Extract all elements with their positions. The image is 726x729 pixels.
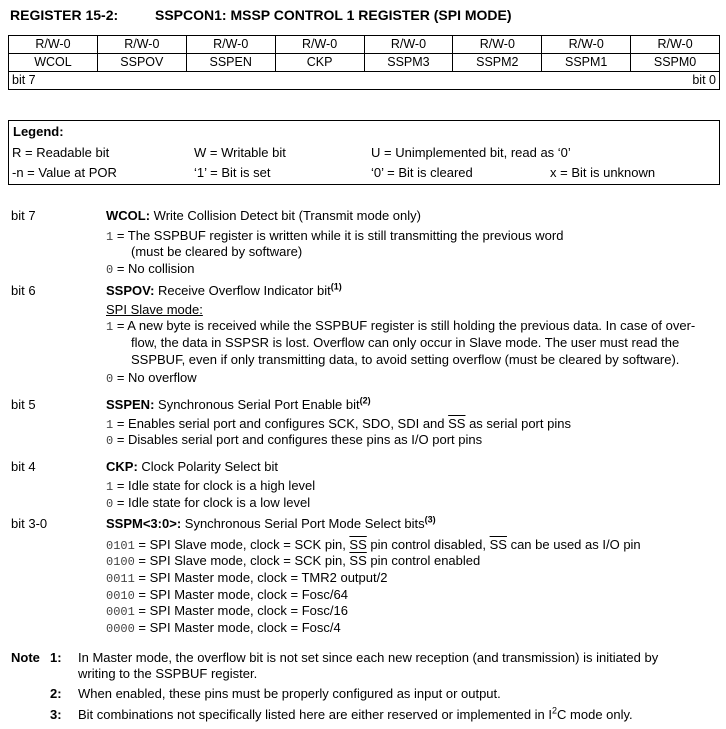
value-code: 1: [106, 480, 114, 494]
access-cell: R/W-0: [542, 36, 631, 54]
legend-set: ‘1’ = Bit is set: [194, 165, 271, 180]
value-text: as serial port pins: [465, 416, 571, 431]
bit7-heading: [106, 208, 421, 224]
bit4-name: CKP:: [106, 459, 138, 474]
bit-name-cell: SSPM2: [453, 54, 542, 72]
access-cell: R/W-0: [97, 36, 186, 54]
value-code: 0000: [106, 622, 135, 636]
value-code: 0: [106, 497, 114, 511]
bit-position-row: [9, 72, 720, 90]
register-name: SSPCON1: MSSP CONTROL 1 REGISTER (SPI MODE): [155, 7, 512, 23]
note-1-number: 1:: [50, 650, 62, 665]
value-text: = SPI Master mode, clock = Fosc/64: [134, 587, 348, 602]
bit6-label: bit 6: [11, 283, 36, 298]
bit-name-cell: SSPOV: [97, 54, 186, 72]
bit7-name: WCOL:: [106, 208, 151, 223]
bit6-description: Receive Overflow Indicator bit: [154, 283, 331, 298]
register-title: [10, 7, 512, 23]
value-text: = Idle state for clock is a low level: [113, 495, 311, 510]
value-text: = No overflow: [113, 370, 197, 385]
bit30-label: bit 3-0: [11, 516, 48, 531]
bit7-description: Write Collision Detect bit (Transmit mode only): [150, 208, 421, 223]
footnote-ref: (3): [424, 514, 436, 525]
legend-por: -n = Value at POR: [12, 165, 117, 180]
bit7-value1-cont: (must be cleared by software): [131, 244, 303, 259]
bit-name-cell: SSPEN: [186, 54, 275, 72]
bit4-value0: [106, 495, 310, 512]
bit4-description: Clock Polarity Select bit: [137, 459, 278, 474]
mode-0101: [106, 537, 641, 554]
bit4-value1: [106, 478, 315, 495]
legend-title: Legend:: [13, 124, 64, 139]
mode-0100: [106, 553, 480, 570]
access-cell: R/W-0: [9, 36, 98, 54]
bit-0-label: bit 0: [692, 73, 716, 87]
value-text: = A new byte is received while the SSPBUF register is still holding the previous data. In case of over-: [113, 318, 696, 333]
access-cell: R/W-0: [275, 36, 364, 54]
value-text: = SPI Slave mode, clock = SCK pin,: [134, 553, 350, 568]
note-1-text-cont: writing to the SSPBUF register.: [78, 666, 258, 681]
access-row: [9, 36, 720, 54]
note-2-number: 2:: [50, 686, 62, 701]
bit5-heading: [106, 397, 371, 413]
register-number: REGISTER 15-2:: [10, 7, 119, 23]
value-text: = SPI Master mode, clock = Fosc/4: [134, 620, 341, 635]
bit7-value1: [106, 228, 563, 245]
bit6-heading: [106, 283, 342, 299]
footnote-ref: (1): [330, 281, 342, 292]
bit-position-cell: [9, 72, 720, 90]
value-code: 0101: [106, 539, 135, 553]
bit6-value0: [106, 370, 197, 387]
value-code: 0001: [106, 605, 135, 619]
note-2-text: When enabled, these pins must be properly configured as input or output.: [78, 686, 501, 701]
value-text: = SPI Slave mode, clock = SCK pin,: [134, 537, 350, 552]
bit6-mode: SPI Slave mode:: [106, 302, 203, 317]
bit7-value0: [106, 261, 195, 278]
note-3-number: 3:: [50, 707, 62, 722]
ss-signal: $\overline{SS}$: [448, 416, 466, 431]
bit-7-label: bit 7: [12, 73, 36, 87]
bit7-label: bit 7: [11, 208, 36, 223]
bit30-heading: [106, 516, 436, 532]
bit5-name: SSPEN:: [106, 397, 155, 412]
value-code: 0011: [106, 572, 135, 586]
note-3-text: [78, 707, 633, 723]
value-code: 0: [106, 263, 114, 277]
ss-signal: $\overline{SS}$: [349, 537, 367, 552]
value-text: = SPI Master mode, clock = TMR2 output/2: [134, 570, 388, 585]
value-code: 1: [106, 230, 114, 244]
bit-name-cell: WCOL: [9, 54, 98, 72]
legend-cleared: ‘0’ = Bit is cleared: [371, 165, 473, 180]
value-code: 1: [106, 418, 114, 432]
value-text: can be used as I/O pin: [506, 537, 641, 552]
mode-0010: [106, 587, 348, 604]
legend-box: [8, 120, 720, 185]
bit6-name: SSPOV:: [106, 283, 155, 298]
value-code: 0: [106, 372, 114, 386]
bit30-description: Synchronous Serial Port Mode Select bits: [181, 516, 425, 531]
bit-name-cell: SSPM1: [542, 54, 631, 72]
legend-readable: R = Readable bit: [12, 145, 110, 160]
legend-unimplemented: U = Unimplemented bit, read as ‘0’: [371, 145, 571, 160]
access-cell: R/W-0: [453, 36, 542, 54]
value-text: = The SSPBUF register is written while it is still transmitting the previous word: [113, 228, 564, 243]
mode-0011: [106, 570, 387, 587]
notes-label: Note: [11, 650, 40, 665]
note-3-text-b: C mode only.: [557, 707, 633, 722]
value-text: = SPI Master mode, clock = Fosc/16: [134, 603, 348, 618]
value-text: = No collision: [113, 261, 195, 276]
access-cell: R/W-0: [631, 36, 720, 54]
i2c-superscript: 2: [552, 705, 558, 716]
value-text: pin control enabled: [366, 553, 481, 568]
access-cell: R/W-0: [186, 36, 275, 54]
footnote-ref: (2): [359, 395, 371, 406]
value-text: = Disables serial port and configures these pins as I/O port pins: [113, 432, 483, 447]
register-bit-table: [8, 35, 720, 90]
bit5-label: bit 5: [11, 397, 36, 412]
mode-0000: [106, 620, 341, 637]
bit5-description: Synchronous Serial Port Enable bit: [154, 397, 360, 412]
bit5-value0: [106, 432, 482, 449]
value-code: 0100: [106, 555, 135, 569]
value-code: 0010: [106, 589, 135, 603]
bit-name-row: [9, 54, 720, 72]
legend-unknown: x = Bit is unknown: [550, 165, 656, 180]
value-code: 1: [106, 320, 114, 334]
bit4-label: bit 4: [11, 459, 36, 474]
bit30-name: SSPM<3:0>:: [106, 516, 182, 531]
bit-name-cell: CKP: [275, 54, 364, 72]
bit4-heading: [106, 459, 278, 475]
note-1-text: In Master mode, the overflow bit is not set since each new reception (and transmission) is initiated by: [78, 650, 659, 665]
legend-writable: W = Writable bit: [194, 145, 286, 160]
bit-name-cell: SSPM3: [364, 54, 453, 72]
bit5-value1: [106, 416, 571, 433]
bit-name-cell: SSPM0: [631, 54, 720, 72]
bit6-value1-cont: flow, the data in SSPSR is lost. Overflow can only occur in Slave mode. The user must read the: [131, 335, 680, 350]
value-text: = Idle state for clock is a high level: [113, 478, 316, 493]
note-3-text-a: Bit combinations not specifically listed here are either reserved or implemented in I: [78, 707, 553, 722]
ss-signal: $\overline{SS}$: [349, 553, 367, 568]
ss-signal: $\overline{SS}$: [489, 537, 507, 552]
bit6-value1: [106, 318, 695, 335]
value-code: 0: [106, 434, 114, 448]
bit6-value1-cont2: SSPBUF, even if only transmitting data, to avoid setting overflow (must be cleared by software).: [131, 352, 680, 367]
value-text: = Enables serial port and configures SCK, SDO, SDI and: [113, 416, 449, 431]
value-text: pin control disabled,: [366, 537, 490, 552]
mode-0001: [106, 603, 348, 620]
access-cell: R/W-0: [364, 36, 453, 54]
